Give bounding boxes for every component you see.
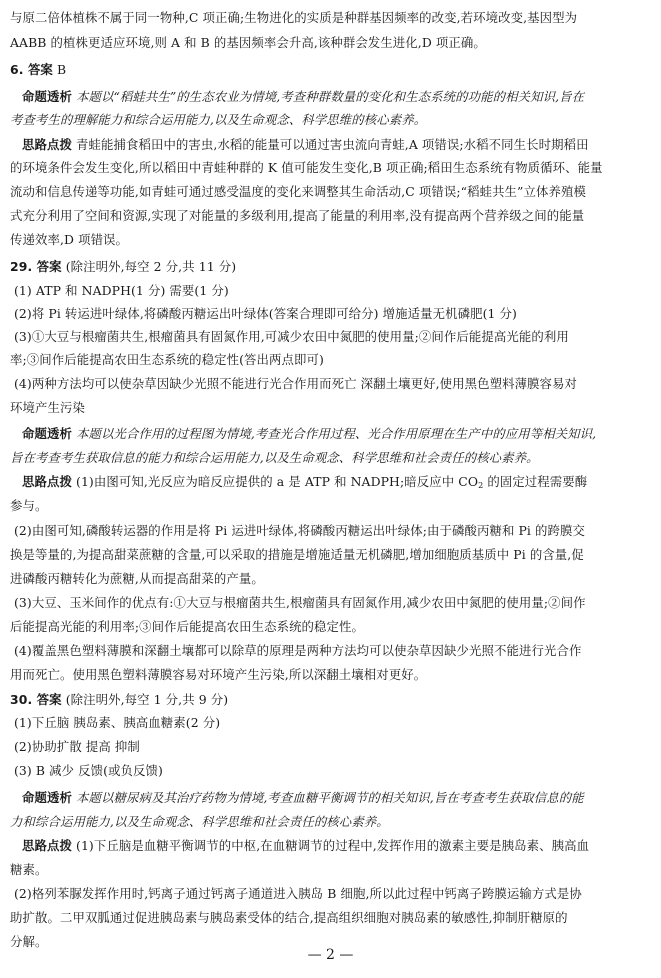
body-text: 后能提高光能的利用率;③间作后能提高农田生态系统的稳定性。 [10, 619, 365, 634]
text-line [10, 690, 228, 710]
analysis-text: 力和综合运用能力,以及生命观念、科学思维和社会责任的核心素养。 [10, 814, 389, 829]
text-line [14, 304, 517, 324]
text-line [14, 713, 220, 733]
section-label: 思路点拨 [22, 474, 72, 489]
text-line [14, 641, 581, 661]
body-text: (4)两种方法均可以使杂草因缺少光照不能进行光合作用而死亡 深翻土壤更好,使用黑色塑料薄膜容易对 [14, 376, 578, 391]
body-text: 糖素。 [10, 862, 48, 877]
text-line [10, 110, 426, 130]
text-line [10, 350, 324, 370]
body-text: 的固定过程需要酶 [483, 474, 588, 489]
section-label: 思路点拨 [22, 137, 72, 152]
body-text: 分解。 [10, 934, 48, 949]
text-line [10, 230, 128, 250]
text-line [14, 884, 582, 904]
text-line [10, 569, 264, 589]
text-line [10, 257, 236, 277]
text-line [22, 788, 584, 808]
body-text: 率;③间作后能提高农田生态系统的稳定性(答出两点即可) [10, 352, 324, 367]
text-line [10, 860, 47, 880]
body-text: (1)由图可知,光反应为暗反应提供的 a 是 ATP 和 NADPH;暗反应中 CO [71, 474, 479, 489]
section-label: 6. 答案 [10, 62, 53, 77]
body-text: 换是等量的,为提高甜菜蔗糖的含量,可以采取的措施是增施适量无机磷肥,增加细胞质基质中 Pi 的含量,促 [10, 547, 584, 562]
text-line [14, 737, 140, 757]
body-text: 助扩散。二甲双胍通过促进胰岛素与胰岛素受体的结合,提高组织细胞对胰岛素的敏感性,抑制肝糖原的 [10, 910, 568, 925]
body-text: (2)将 Pi 转运进叶绿体,将磷酸丙糖运出叶绿体(答案合理即可给分) 增施适量无机磷肥(1 分) [14, 306, 517, 321]
body-text: (3)①大豆与根瘤菌共生,根瘤菌具有固氮作用,可减少农田中氮肥的使用量;②间作后能提高光能的利用 [14, 329, 569, 344]
body-text: (3) B 减少 反馈(或负反馈) [14, 763, 163, 778]
body-text: B [52, 62, 67, 77]
body-text: (除注明外,每空 2 分,共 11 分) [61, 259, 237, 274]
body-text: 流动和信息传递等功能,如青蛙可通过感受温度的变化来调整其生命活动,C 项错误;“稻蛙共生”立体养殖模 [10, 184, 586, 199]
text-line [22, 87, 584, 107]
text-line [10, 60, 66, 80]
body-text: 参与。 [10, 498, 48, 513]
body-text: (1)下丘脑 胰岛素、胰高血糖素(2 分) [14, 715, 221, 730]
text-line [10, 8, 577, 28]
body-text: AABB 的植株更适应环境,则 A 和 B 的基因频率会升高,该种群会发生进化,D 项正确。 [10, 35, 486, 50]
body-text: 传递效率,D 项错误。 [10, 232, 129, 247]
text-line [14, 374, 577, 394]
body-text: (2)格列苯脲发挥作用时,钙离子通过钙离子通道进入胰岛 B 细胞,所以此过程中钙离子跨膜运输方式是协 [14, 886, 582, 901]
body-text: 用而死亡。使用黑色塑料薄膜容易对环境产生污染,所以深翻土壤相对更好。 [10, 667, 427, 682]
body-text: (2)协助扩散 提高 抑制 [14, 739, 140, 754]
text-line [14, 593, 586, 613]
text-line [10, 182, 586, 202]
body-text: 青蛙能捕食稻田中的害虫,水稻的能量可以通过害虫流向青蛙,A 项错误;水稻不同生长时期稻田 [71, 137, 589, 152]
body-text: 进磷酸丙糖转化为蔗糖,从而提高甜菜的产量。 [10, 571, 264, 586]
text-line [10, 448, 539, 468]
text-line [10, 398, 85, 418]
analysis-text: 本题以糖尿病及其治疗药物为情境,考查血糖平衡调节的相关知识,旨在考查考生获取信息的能 [71, 790, 584, 805]
body-text: (4)覆盖黑色塑料薄膜和深翻土壤都可以除草的原理是两种方法均可以使杂草因缺少光照不能进行光合作 [14, 643, 582, 658]
body-text: (1)下丘脑是血糖平衡调节的中枢,在血糖调节的过程中,发挥作用的激素主要是胰岛素、胰高血 [71, 838, 590, 853]
page-number: — 2 — [307, 947, 354, 963]
analysis-text: 本题以“稻蛙共生”的生态农业为情境,考查种群数量的变化和生态系统的功能的相关知识,旨在 [71, 89, 585, 104]
text-line [10, 33, 486, 53]
section-label: 命题透析 [22, 790, 72, 805]
text-line [22, 135, 589, 155]
analysis-text: 旨在考查考生获取信息的能力和综合运用能力,以及生命观念、科学思维和社会责任的核心素养。 [10, 450, 539, 465]
text-line [10, 545, 584, 565]
body-text: 与原二倍体植株不属于同一物种,C 项正确;生物进化的实质是种群基因频率的改变,若环境改变,基因型为 [10, 10, 578, 25]
body-text: (3)大豆、玉米间作的优点有:①大豆与根瘤菌共生,根瘤菌具有固氮作用,减少农田中氮肥的使用量;②间作 [14, 595, 586, 610]
section-label: 29. 答案 [10, 259, 62, 274]
text-line [14, 327, 569, 347]
section-label: 30. 答案 [10, 692, 62, 707]
text-line [22, 472, 587, 492]
text-line [10, 812, 389, 832]
body-text: 的环境条件会发生变化,所以稻田中青蛙种群的 K 值可能发生变化,B 项正确;稻田生态系统有物质循环、能量 [10, 160, 603, 175]
section-label: 思路点拨 [22, 838, 72, 853]
text-line [22, 424, 596, 444]
text-line [10, 158, 603, 178]
text-line [10, 617, 364, 637]
analysis-text: 本题以光合作用的过程图为情境,考查光合作用过程、光合作用原理在生产中的应用等相关知识, [71, 426, 597, 441]
body-text: 式充分利用了空间和资源,实现了对能量的多级利用,提高了能量的利用率,没有提高两个营养级之间的能量 [10, 208, 585, 223]
body-text: (1) ATP 和 NADPH(1 分) 需要(1 分) [14, 283, 229, 298]
body-text: (2)由图可知,磷酸转运器的作用是将 Pi 运进叶绿体,将磷酸丙糖运出叶绿体;由于磷酸丙糖和 Pi 的跨膜交 [14, 523, 585, 538]
analysis-text: 考查考生的理解能力和综合运用能力,以及生命观念、科学思维的核心素养。 [10, 112, 427, 127]
text-line [14, 521, 585, 541]
text-line [10, 496, 47, 516]
section-label: 命题透析 [22, 426, 72, 441]
section-label: 命题透析 [22, 89, 72, 104]
text-line [22, 836, 589, 856]
text-line [10, 665, 426, 685]
text-line [10, 206, 584, 226]
text-line [14, 761, 163, 781]
subscript: 2 [478, 481, 484, 490]
body-text: 环境产生污染 [10, 400, 85, 415]
body-text: (除注明外,每空 1 分,共 9 分) [61, 692, 229, 707]
text-line [10, 908, 568, 928]
text-line [14, 281, 229, 301]
